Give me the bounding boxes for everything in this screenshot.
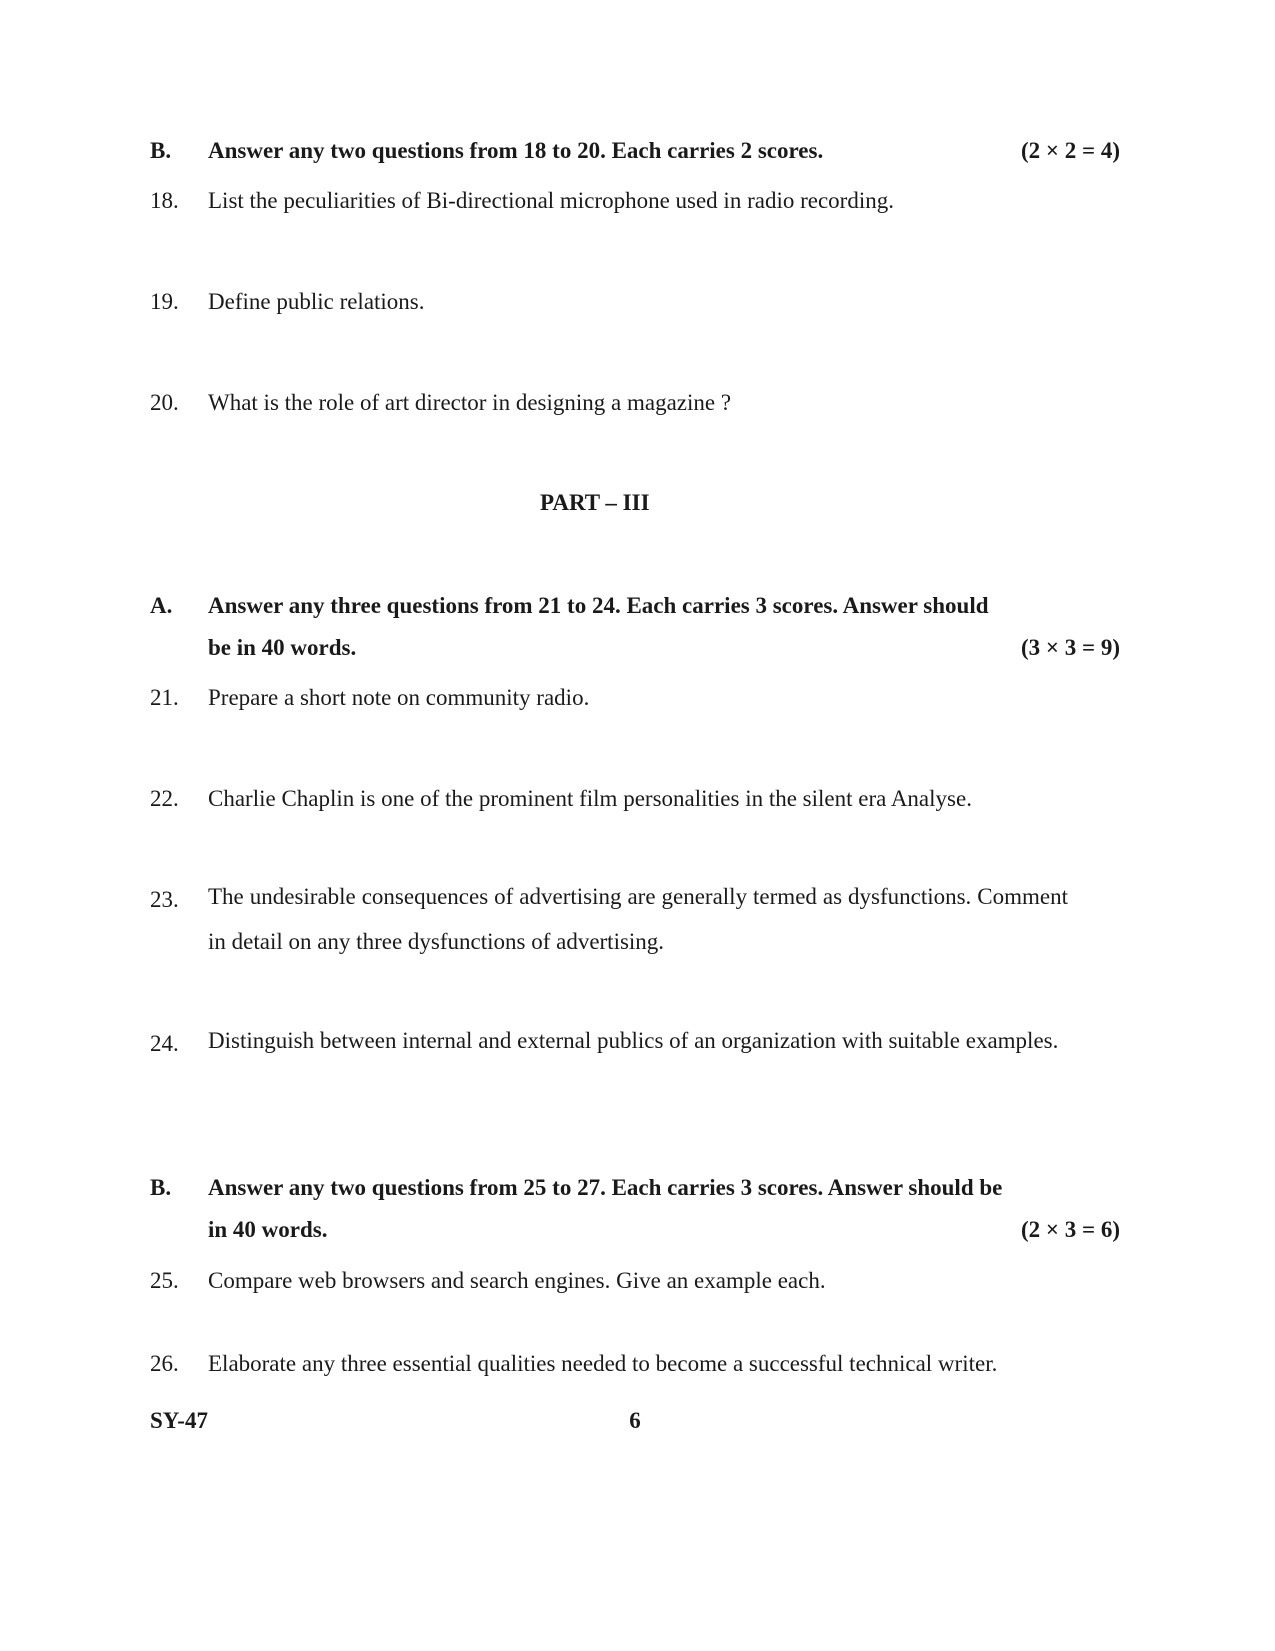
section-b2-marks: (2 × 3 = 6): [1020, 1217, 1120, 1242]
question-18-number: 18.: [150, 188, 179, 213]
question-22-text: Charlie Chaplin is one of the prominent film personalities in the silent era Analyse.: [208, 786, 972, 811]
section-a-instruction-line2: be in 40 words.: [208, 635, 357, 660]
section-a-label: A.: [150, 593, 173, 618]
question-25-text: Compare web browsers and search engines. Give an example each.: [208, 1268, 826, 1293]
section-b1-marks: (2 × 2 = 4): [1020, 138, 1120, 163]
footer-code: SY-47: [150, 1408, 208, 1433]
question-25-number: 25.: [150, 1268, 179, 1293]
section-b1-instruction: Answer any two questions from 18 to 20. Each carries 2 scores.: [208, 138, 824, 163]
question-18-text: List the peculiarities of Bi-directional microphone used in radio recording.: [208, 188, 894, 213]
question-26-text: Elaborate any three essential qualities needed to become a successful technical writer.: [208, 1351, 998, 1376]
question-20-text: What is the role of art director in designing a magazine ?: [208, 390, 732, 415]
question-26-number: 26.: [150, 1351, 179, 1376]
section-a-instruction-line1: Answer any three questions from 21 to 24. Each carries 3 scores. Answer should: [208, 593, 989, 618]
question-22-number: 22.: [150, 786, 179, 811]
section-b1-label: B.: [150, 138, 172, 163]
section-b2-instruction-line2: in 40 words.: [208, 1217, 328, 1242]
question-23-text: The undesirable consequences of advertising are generally termed as dysfunctions. Comment in detail on any three dysfunctions of advertising.: [208, 884, 1068, 954]
section-b2-instruction-line1: Answer any two questions from 25 to 27. Each carries 3 scores. Answer should be: [208, 1175, 1003, 1200]
question-20-number: 20.: [150, 390, 179, 415]
question-24-text: Distinguish between internal and external publics of an organization with suitable examples.: [208, 1028, 1059, 1053]
question-19-text: Define public relations.: [208, 289, 425, 314]
question-24-number: 24.: [150, 1031, 179, 1056]
question-21-number: 21.: [150, 685, 179, 710]
section-a-marks: (3 × 3 = 9): [1020, 635, 1120, 660]
part-title: PART – III: [540, 490, 650, 515]
page-number: 6: [629, 1408, 641, 1433]
question-19-number: 19.: [150, 289, 179, 314]
section-b2-label: B.: [150, 1175, 172, 1200]
question-21-text: Prepare a short note on community radio.: [208, 685, 590, 710]
question-23-number: 23.: [150, 887, 179, 912]
